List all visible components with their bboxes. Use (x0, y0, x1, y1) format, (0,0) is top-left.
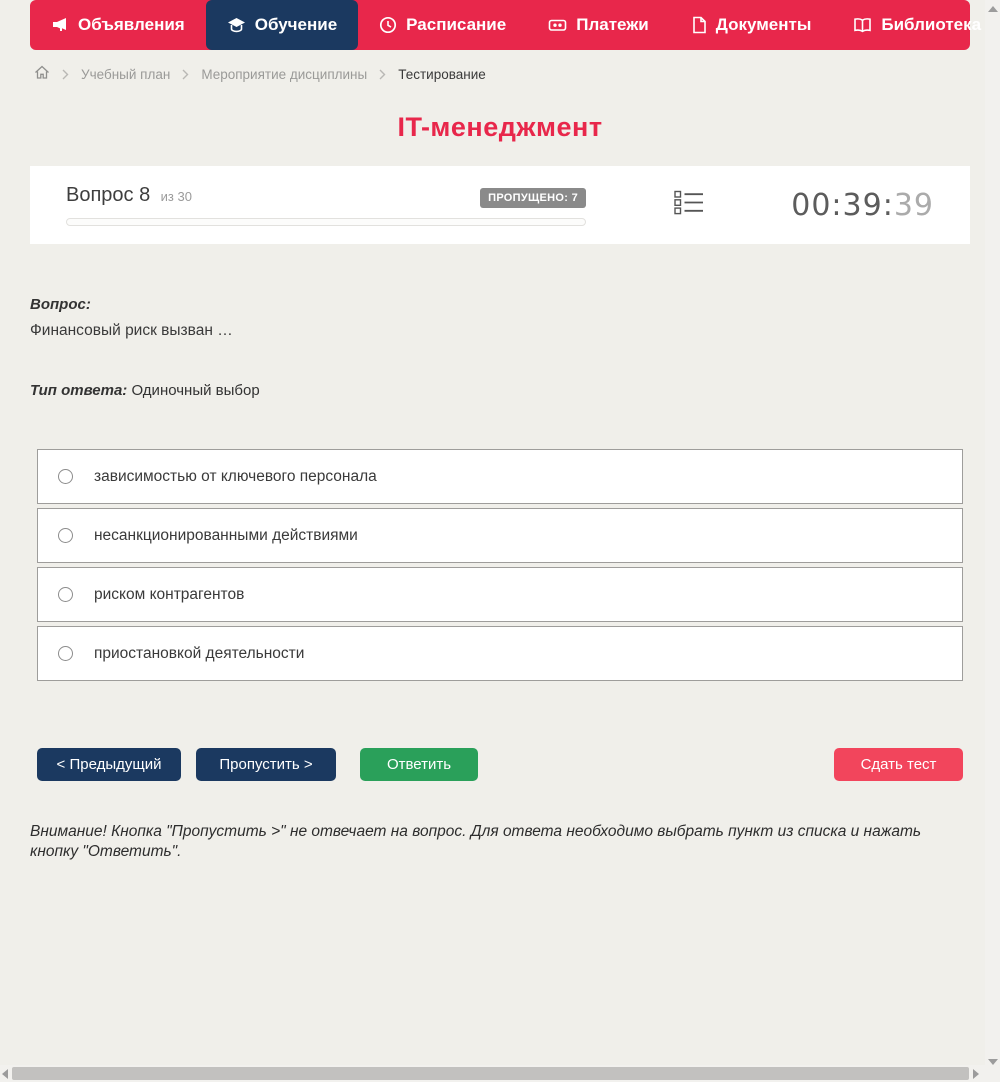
scroll-right-arrow-icon[interactable] (973, 1069, 979, 1079)
nav-item-schedule[interactable] (358, 0, 527, 50)
page-title: IT-менеджмент (397, 112, 603, 142)
radio-button-icon[interactable] (58, 646, 73, 661)
breadcrumb-separator-icon (379, 69, 386, 80)
answer-option-2[interactable] (37, 508, 963, 563)
radio-button-icon[interactable] (58, 469, 73, 484)
breadcrumb-curriculum[interactable]: Учебный план (81, 66, 171, 82)
answer-option-label: зависимостью от ключевого персонала (94, 467, 377, 485)
footer-notice: Внимание! Кнопка "Пропустить >" не отвечает на вопрос. Для ответа необходимо выбрать пункт из списка и нажать кнопку "Ответить". (30, 823, 922, 860)
answer-type-row (30, 382, 970, 399)
answer-option-label: приостановкой деятельности (94, 644, 305, 662)
timer-hours-minutes: 00:39: (791, 187, 894, 223)
horizontal-scrollbar-thumb[interactable] (12, 1067, 969, 1080)
skipped-badge: ПРОПУЩЕНО: 7 (480, 188, 586, 208)
skip-button[interactable]: Пропустить > (196, 748, 336, 781)
question-label: Вопрос: (30, 296, 91, 313)
nav-item-payments[interactable] (527, 0, 670, 50)
question-progress-block (66, 184, 586, 226)
answer-options (37, 449, 963, 681)
action-buttons-row (37, 748, 963, 781)
answer-option-label: несанкционированными действиями (94, 526, 358, 544)
answer-option-3[interactable] (37, 567, 963, 622)
home-icon[interactable] (34, 65, 50, 83)
scroll-left-arrow-icon[interactable] (2, 1069, 8, 1079)
document-icon (691, 16, 707, 34)
breadcrumb-testing: Тестирование (398, 66, 486, 82)
nav-item-library[interactable] (832, 0, 1000, 50)
test-timer (791, 188, 934, 223)
answer-option-label: риском контрагентов (94, 585, 245, 603)
question-total: из 30 (160, 189, 192, 204)
nav-item-label: Расписание (406, 15, 507, 34)
nav-item-label: Документы (715, 15, 812, 34)
nav-item-announcements[interactable] (30, 0, 206, 50)
question-text: Финансовый риск вызван … (30, 322, 233, 339)
nav-item-label: Библиотека (881, 15, 982, 34)
answer-type-value: Одиночный выбор (131, 382, 260, 399)
nav-item-education[interactable] (206, 0, 358, 50)
vertical-scrollbar[interactable] (985, 0, 1000, 1082)
megaphone-icon (51, 16, 69, 34)
breadcrumb-discipline-event[interactable]: Мероприятие дисциплины (201, 66, 368, 82)
answer-option-1[interactable] (37, 449, 963, 504)
scroll-up-arrow-icon[interactable] (988, 6, 998, 12)
question-list-icon[interactable] (674, 190, 704, 220)
nav-item-label: Обучение (254, 15, 338, 34)
nav-item-label: Объявления (78, 15, 185, 34)
answer-type-label: Тип ответа: (30, 382, 128, 399)
nav-item-documents[interactable] (670, 0, 833, 50)
question-header-card (30, 166, 970, 244)
book-icon (853, 16, 872, 34)
previous-button[interactable]: < Предыдущий (37, 748, 181, 781)
timer-seconds: 39 (893, 187, 934, 223)
graduation-cap-icon (227, 16, 246, 34)
top-navbar (30, 0, 982, 50)
clock-icon (379, 16, 397, 34)
answer-option-4[interactable] (37, 626, 963, 681)
scroll-down-arrow-icon[interactable] (988, 1059, 998, 1065)
radio-button-icon[interactable] (58, 587, 73, 602)
breadcrumb (34, 64, 970, 84)
test-progress-bar (66, 218, 586, 226)
horizontal-scrollbar[interactable] (0, 1065, 985, 1082)
answer-button[interactable]: Ответить (360, 748, 478, 781)
breadcrumb-separator-icon (182, 69, 189, 80)
radio-button-icon[interactable] (58, 528, 73, 543)
submit-test-button[interactable]: Сдать тест (834, 748, 963, 781)
breadcrumb-separator-icon (62, 69, 69, 80)
nav-item-label: Платежи (576, 15, 649, 34)
payment-icon (548, 16, 567, 34)
question-number: Вопрос 8 (66, 184, 151, 206)
